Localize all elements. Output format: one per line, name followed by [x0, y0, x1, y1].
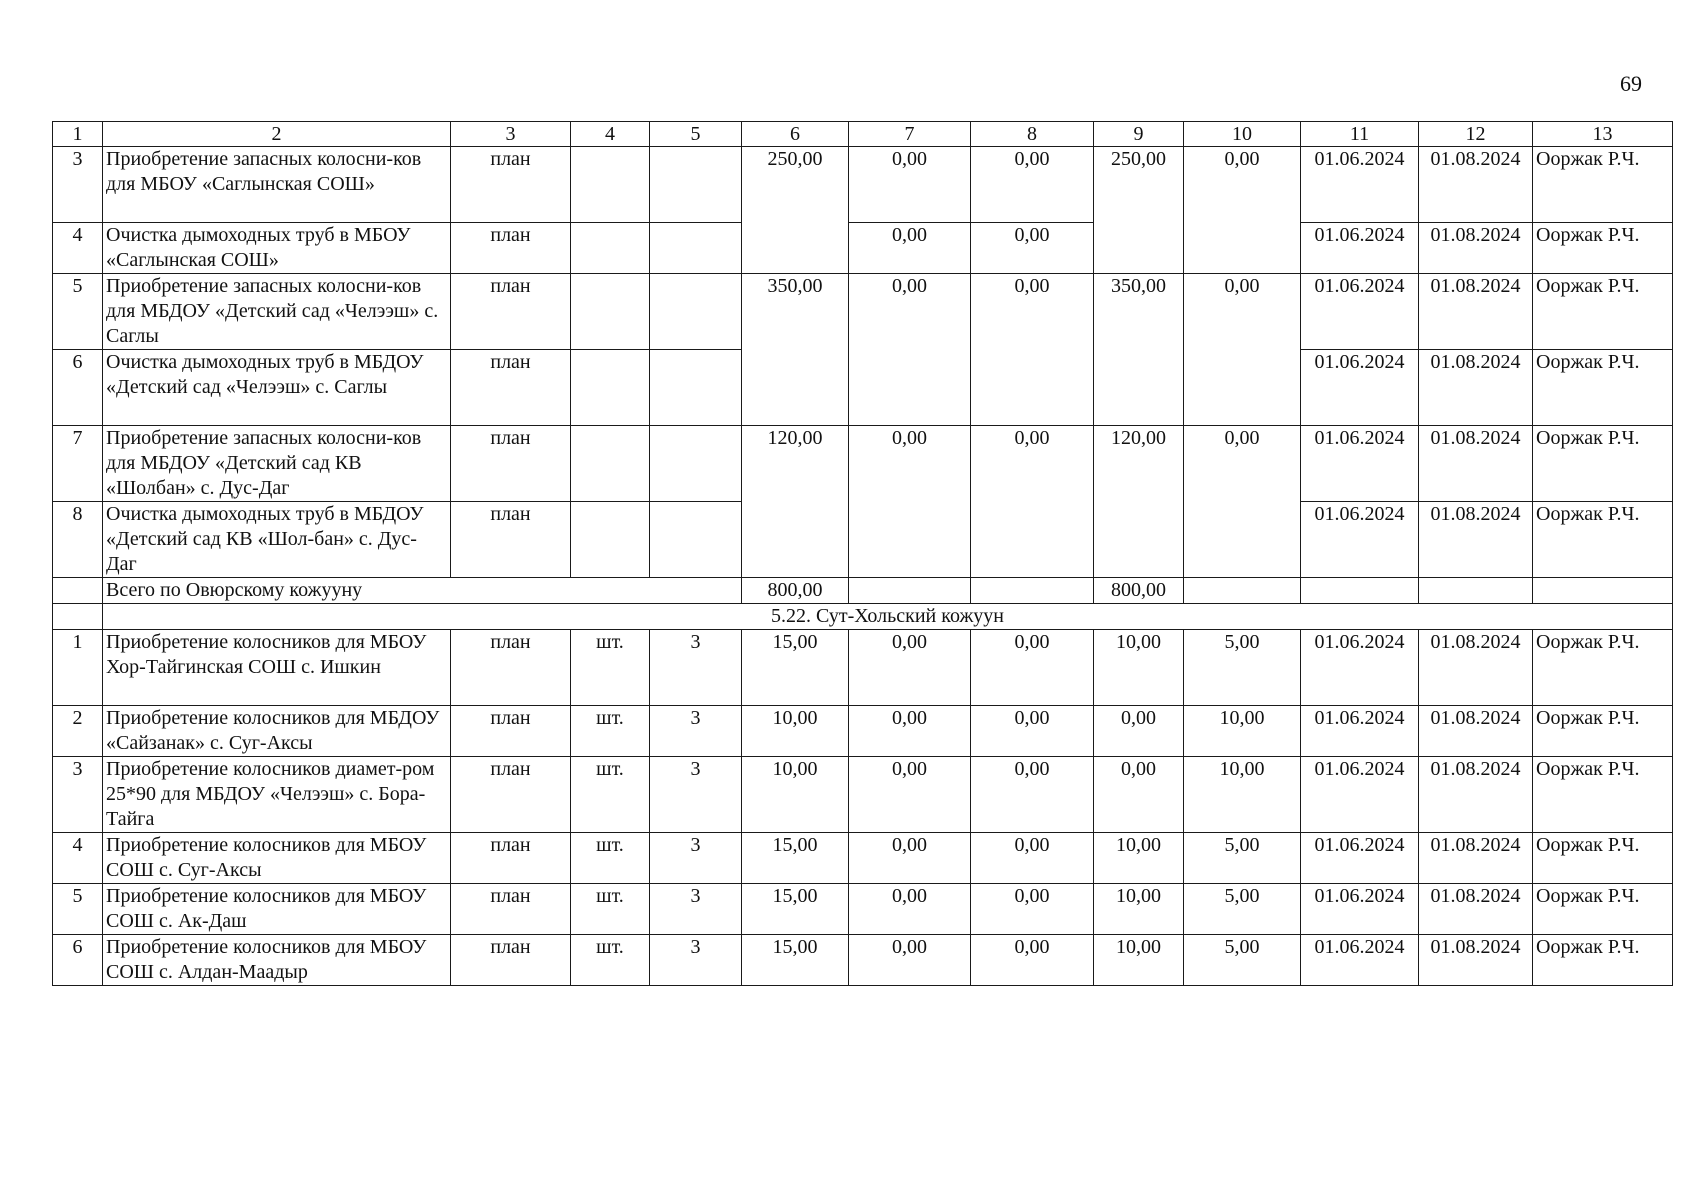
cell-col10: 0,00 [1184, 274, 1301, 426]
start-date: 01.06.2024 [1301, 706, 1419, 757]
start-date: 01.06.2024 [1301, 833, 1419, 884]
row-qty: 3 [650, 884, 742, 935]
end-date: 01.08.2024 [1419, 630, 1533, 706]
row-name: Приобретение запасных колосни-ков для МБДОУ «Детский сад «Челээш» с. Саглы [103, 274, 451, 350]
end-date: 01.08.2024 [1419, 426, 1533, 502]
table-row [53, 884, 1673, 935]
end-date: 01.08.2024 [1419, 884, 1533, 935]
row-number: 3 [53, 757, 103, 833]
cell-col10: 5,00 [1184, 935, 1301, 986]
column-number: 11 [1301, 122, 1419, 147]
cell-col7: 0,00 [849, 935, 971, 986]
cell-col6: 10,00 [742, 757, 849, 833]
section-number [53, 604, 103, 630]
row-name: Приобретение колосников для МБОУ СОШ с. Ак-Даш [103, 884, 451, 935]
cell-col8: 0,00 [971, 274, 1094, 426]
row-type: план [451, 274, 571, 350]
cell-col7: 0,00 [849, 426, 971, 578]
row-qty: 3 [650, 833, 742, 884]
table-row [53, 426, 1673, 502]
row-name: Приобретение запасных колосни-ков для МБДОУ «Детский сад КВ «Шолбан» с. Дус-Даг [103, 426, 451, 502]
row-unit: шт. [571, 833, 650, 884]
row-unit [571, 274, 650, 350]
cell-col9: 350,00 [1094, 274, 1184, 426]
responsible: Ооржак Р.Ч. [1533, 706, 1673, 757]
row-name: Приобретение колосников для МБОУ Хор-Тайгинская СОШ с. Ишкин [103, 630, 451, 706]
start-date: 01.06.2024 [1301, 426, 1419, 502]
cell-col7: 0,00 [849, 757, 971, 833]
row-number: 6 [53, 935, 103, 986]
end-date: 01.08.2024 [1419, 223, 1533, 274]
cell-col8: 0,00 [971, 833, 1094, 884]
table-row [53, 630, 1673, 706]
row-type: план [451, 223, 571, 274]
cell-col7: 0,00 [849, 223, 971, 274]
cell-col9: 10,00 [1094, 935, 1184, 986]
row-name: Приобретение колосников диамет-ром 25*90 для МБДОУ «Челээш» с. Бора-Тайга [103, 757, 451, 833]
cell-col7: 0,00 [849, 274, 971, 426]
row-qty [650, 502, 742, 578]
end-date: 01.08.2024 [1419, 274, 1533, 350]
row-name: Очистка дымоходных труб в МБОУ «Саглынская СОШ» [103, 223, 451, 274]
column-number: 10 [1184, 122, 1301, 147]
total-col8 [971, 578, 1094, 604]
row-number: 5 [53, 884, 103, 935]
cell-col6: 10,00 [742, 706, 849, 757]
row-number: 2 [53, 706, 103, 757]
cell-col7: 0,00 [849, 706, 971, 757]
section-row [53, 604, 1673, 630]
responsible: Ооржак Р.Ч. [1533, 274, 1673, 350]
cell-col8: 0,00 [971, 630, 1094, 706]
start-date: 01.06.2024 [1301, 274, 1419, 350]
plan-table [52, 121, 1673, 986]
row-unit [571, 350, 650, 426]
cell-col7: 0,00 [849, 630, 971, 706]
cell-col6: 15,00 [742, 935, 849, 986]
column-number-row [53, 122, 1673, 147]
row-qty [650, 350, 742, 426]
total-number [53, 578, 103, 604]
cell-col9: 10,00 [1094, 630, 1184, 706]
end-date: 01.08.2024 [1419, 935, 1533, 986]
responsible: Ооржак Р.Ч. [1533, 630, 1673, 706]
row-type: план [451, 757, 571, 833]
table-row [53, 833, 1673, 884]
table-row [53, 147, 1673, 223]
row-qty [650, 147, 742, 223]
row-type: план [451, 502, 571, 578]
total-col11 [1301, 578, 1419, 604]
cell-col10: 5,00 [1184, 630, 1301, 706]
row-type: план [451, 935, 571, 986]
cell-col10: 5,00 [1184, 833, 1301, 884]
row-qty: 3 [650, 706, 742, 757]
column-number: 13 [1533, 122, 1673, 147]
cell-col9: 10,00 [1094, 833, 1184, 884]
row-unit: шт. [571, 630, 650, 706]
cell-col9: 0,00 [1094, 706, 1184, 757]
column-number: 2 [103, 122, 451, 147]
total-label: Всего по Овюрскому кожууну [103, 578, 742, 604]
start-date: 01.06.2024 [1301, 630, 1419, 706]
row-type: план [451, 147, 571, 223]
cell-col10: 10,00 [1184, 706, 1301, 757]
start-date: 01.06.2024 [1301, 147, 1419, 223]
total-col12 [1419, 578, 1533, 604]
start-date: 01.06.2024 [1301, 884, 1419, 935]
cell-col8: 0,00 [971, 426, 1094, 578]
row-number: 4 [53, 833, 103, 884]
row-qty: 3 [650, 757, 742, 833]
row-number: 4 [53, 223, 103, 274]
row-unit: шт. [571, 757, 650, 833]
row-qty [650, 223, 742, 274]
cell-col10: 5,00 [1184, 884, 1301, 935]
row-name: Очистка дымоходных труб в МБДОУ «Детский сад «Челээш» с. Саглы [103, 350, 451, 426]
responsible: Ооржак Р.Ч. [1533, 884, 1673, 935]
row-number: 7 [53, 426, 103, 502]
cell-col7: 0,00 [849, 147, 971, 223]
total-row [53, 578, 1673, 604]
responsible: Ооржак Р.Ч. [1533, 426, 1673, 502]
row-type: план [451, 833, 571, 884]
row-unit: шт. [571, 706, 650, 757]
cell-col7: 0,00 [849, 833, 971, 884]
section-title: 5.22. Сут-Хольский кожуун [103, 604, 1673, 630]
row-qty [650, 274, 742, 350]
row-number: 6 [53, 350, 103, 426]
row-name: Приобретение колосников для МБДОУ «Сайзанак» с. Суг-Аксы [103, 706, 451, 757]
row-unit [571, 502, 650, 578]
table-row [53, 706, 1673, 757]
row-number: 8 [53, 502, 103, 578]
table-row [53, 274, 1673, 350]
column-number: 12 [1419, 122, 1533, 147]
start-date: 01.06.2024 [1301, 502, 1419, 578]
table-row [53, 935, 1673, 986]
cell-col6: 250,00 [742, 147, 849, 274]
cell-col8: 0,00 [971, 147, 1094, 223]
row-type: план [451, 706, 571, 757]
page-number: 69 [1620, 71, 1642, 96]
row-qty: 3 [650, 935, 742, 986]
row-number: 1 [53, 630, 103, 706]
row-qty: 3 [650, 630, 742, 706]
responsible: Ооржак Р.Ч. [1533, 935, 1673, 986]
responsible: Ооржак Р.Ч. [1533, 223, 1673, 274]
cell-col8: 0,00 [971, 935, 1094, 986]
total-col7 [849, 578, 971, 604]
column-number: 3 [451, 122, 571, 147]
cell-col9: 10,00 [1094, 884, 1184, 935]
cell-col6: 15,00 [742, 884, 849, 935]
row-qty [650, 426, 742, 502]
table-row [53, 223, 1673, 274]
cell-col9: 0,00 [1094, 757, 1184, 833]
cell-col9: 120,00 [1094, 426, 1184, 578]
row-unit [571, 147, 650, 223]
start-date: 01.06.2024 [1301, 350, 1419, 426]
start-date: 01.06.2024 [1301, 757, 1419, 833]
end-date: 01.08.2024 [1419, 350, 1533, 426]
row-number: 5 [53, 274, 103, 350]
row-type: план [451, 350, 571, 426]
table-row [53, 757, 1673, 833]
end-date: 01.08.2024 [1419, 833, 1533, 884]
column-number: 7 [849, 122, 971, 147]
responsible: Ооржак Р.Ч. [1533, 833, 1673, 884]
cell-col10: 0,00 [1184, 147, 1301, 274]
end-date: 01.08.2024 [1419, 147, 1533, 223]
total-col13 [1533, 578, 1673, 604]
row-unit: шт. [571, 884, 650, 935]
start-date: 01.06.2024 [1301, 223, 1419, 274]
column-number: 1 [53, 122, 103, 147]
row-type: план [451, 630, 571, 706]
row-name: Приобретение колосников для МБОУ СОШ с. Суг-Аксы [103, 833, 451, 884]
row-unit: шт. [571, 935, 650, 986]
row-unit [571, 223, 650, 274]
cell-col6: 120,00 [742, 426, 849, 578]
end-date: 01.08.2024 [1419, 706, 1533, 757]
responsible: Ооржак Р.Ч. [1533, 757, 1673, 833]
total-col6: 800,00 [742, 578, 849, 604]
row-type: план [451, 884, 571, 935]
cell-col6: 350,00 [742, 274, 849, 426]
column-number: 6 [742, 122, 849, 147]
cell-col8: 0,00 [971, 757, 1094, 833]
column-number: 8 [971, 122, 1094, 147]
responsible: Ооржак Р.Ч. [1533, 350, 1673, 426]
cell-col8: 0,00 [971, 706, 1094, 757]
cell-col10: 10,00 [1184, 757, 1301, 833]
end-date: 01.08.2024 [1419, 757, 1533, 833]
column-number: 9 [1094, 122, 1184, 147]
cell-col7: 0,00 [849, 884, 971, 935]
cell-col9: 250,00 [1094, 147, 1184, 274]
start-date: 01.06.2024 [1301, 935, 1419, 986]
cell-col10: 0,00 [1184, 426, 1301, 578]
row-type: план [451, 426, 571, 502]
column-number: 5 [650, 122, 742, 147]
end-date: 01.08.2024 [1419, 502, 1533, 578]
total-col10 [1184, 578, 1301, 604]
responsible: Ооржак Р.Ч. [1533, 147, 1673, 223]
row-number: 3 [53, 147, 103, 223]
cell-col8: 0,00 [971, 884, 1094, 935]
column-number: 4 [571, 122, 650, 147]
row-name: Очистка дымоходных труб в МБДОУ «Детский сад КВ «Шол-бан» с. Дус-Даг [103, 502, 451, 578]
row-unit [571, 426, 650, 502]
total-col9: 800,00 [1094, 578, 1184, 604]
cell-col6: 15,00 [742, 833, 849, 884]
table-body [53, 122, 1673, 986]
responsible: Ооржак Р.Ч. [1533, 502, 1673, 578]
cell-col6: 15,00 [742, 630, 849, 706]
row-name: Приобретение колосников для МБОУ СОШ с. Алдан-Маадыр [103, 935, 451, 986]
cell-col8: 0,00 [971, 223, 1094, 274]
row-name: Приобретение запасных колосни-ков для МБОУ «Саглынская СОШ» [103, 147, 451, 223]
